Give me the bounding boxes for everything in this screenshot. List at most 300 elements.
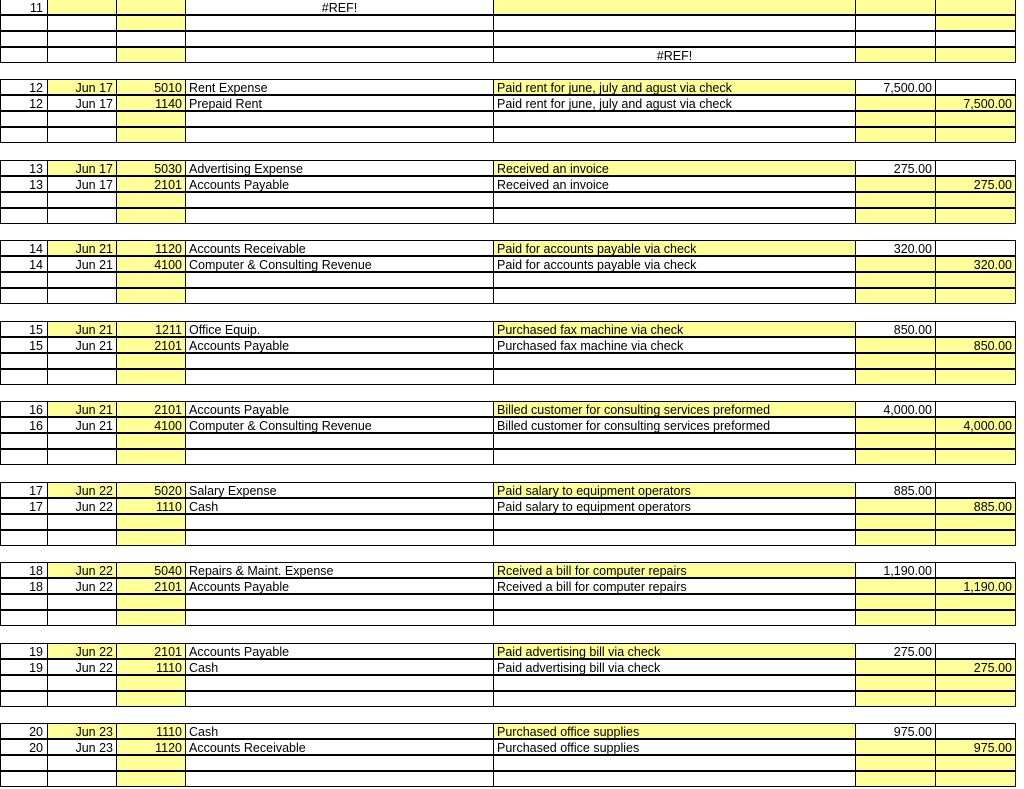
entry-blank-row [0,127,1016,143]
account-number-cell[interactable]: 1110 [116,498,186,514]
debit-cell[interactable] [855,176,936,192]
blank-cell[interactable] [0,208,48,224]
entry-number[interactable]: 16 [0,417,48,433]
blank-cell[interactable] [493,288,856,304]
entry-credit-row [0,95,1016,111]
top-cell[interactable] [116,31,186,47]
description-cell[interactable]: Paid for accounts payable via check [493,240,856,256]
blank-cell[interactable] [493,192,856,208]
blank-cell[interactable] [855,353,936,369]
account-number-cell[interactable]: 1211 [116,321,186,337]
debit-cell[interactable]: 1,190.00 [855,562,936,578]
top-cell[interactable] [855,47,936,63]
blank-cell[interactable] [116,594,186,610]
blank-cell[interactable] [47,208,117,224]
account-name-cell[interactable]: Repairs & Maint. Expense [185,562,494,578]
top-cell[interactable] [185,15,494,31]
credit-cell[interactable] [935,482,1016,498]
blank-cell[interactable] [935,675,1016,691]
blank-cell[interactable] [0,288,48,304]
credit-cell[interactable] [935,321,1016,337]
blank-cell[interactable] [493,111,856,127]
date-cell[interactable]: Jun 17 [47,160,117,176]
blank-cell[interactable] [47,433,117,449]
entry-blank-row [0,433,1016,449]
blank-cell[interactable] [935,771,1016,787]
blank-cell[interactable] [185,369,494,385]
entry-credit-row [0,417,1016,433]
account-name-cell[interactable]: Accounts Payable [185,401,494,417]
account-number-cell[interactable]: 1110 [116,723,186,739]
blank-cell[interactable] [0,192,48,208]
entry-blank-row [0,771,1016,787]
top-cell[interactable] [493,15,856,31]
date-cell[interactable]: Jun 21 [47,401,117,417]
entry-credit-row [0,578,1016,594]
blank-cell[interactable] [185,272,494,288]
debit-cell[interactable] [855,578,936,594]
blank-cell[interactable] [493,594,856,610]
blank-cell[interactable] [935,369,1016,385]
blank-cell[interactable] [0,369,48,385]
blank-cell[interactable] [493,433,856,449]
top-cell[interactable] [0,47,48,63]
entry-blank-row [0,369,1016,385]
credit-cell[interactable]: 885.00 [935,498,1016,514]
date-cell[interactable]: Jun 21 [47,417,117,433]
top-cell[interactable] [935,15,1016,31]
date-cell[interactable]: Jun 22 [47,498,117,514]
blank-cell[interactable] [116,771,186,787]
debit-cell[interactable] [855,417,936,433]
account-name-cell[interactable]: Prepaid Rent [185,95,494,111]
top-cell[interactable] [935,47,1016,63]
blank-cell[interactable] [493,369,856,385]
blank-cell[interactable] [185,594,494,610]
account-number-cell[interactable]: 5030 [116,160,186,176]
ref-error-cell[interactable]: #REF! [185,0,494,15]
blank-cell[interactable] [47,675,117,691]
date-cell[interactable]: Jun 17 [47,79,117,95]
blank-cell[interactable] [855,771,936,787]
blank-cell[interactable] [47,755,117,771]
description-cell[interactable]: Paid salary to equipment operators [493,482,856,498]
credit-cell[interactable]: 320.00 [935,256,1016,272]
debit-cell[interactable]: 275.00 [855,643,936,659]
debit-cell[interactable] [855,498,936,514]
blank-cell[interactable] [855,594,936,610]
credit-cell[interactable] [935,401,1016,417]
blank-cell[interactable] [493,208,856,224]
blank-cell[interactable] [47,288,117,304]
blank-cell[interactable] [47,771,117,787]
credit-cell[interactable] [935,240,1016,256]
blank-cell[interactable] [116,127,186,143]
blank-cell[interactable] [47,610,117,626]
date-cell[interactable]: Jun 17 [47,95,117,111]
account-number-cell[interactable]: 5010 [116,79,186,95]
blank-cell[interactable] [0,594,48,610]
top-cell[interactable] [935,0,1016,15]
account-number-cell[interactable]: 2101 [116,401,186,417]
blank-cell[interactable] [116,353,186,369]
entry-number[interactable]: 15 [0,337,48,353]
credit-cell[interactable]: 1,190.00 [935,578,1016,594]
debit-cell[interactable] [855,659,936,675]
description-cell[interactable]: Purchased office supplies [493,723,856,739]
blank-cell[interactable] [855,127,936,143]
blank-cell[interactable] [47,594,117,610]
blank-cell[interactable] [116,530,186,546]
entry-blank-row [0,675,1016,691]
blank-cell[interactable] [185,755,494,771]
description-cell[interactable]: Billed customer for consulting services preformed [493,401,856,417]
debit-cell[interactable] [855,337,936,353]
top-cell[interactable] [116,0,186,15]
blank-cell[interactable] [855,433,936,449]
entry-number[interactable]: 18 [0,578,48,594]
blank-cell[interactable] [855,514,936,530]
blank-cell[interactable] [116,675,186,691]
top-cell[interactable] [493,31,856,47]
blank-cell[interactable] [47,127,117,143]
account-name-cell[interactable]: Cash [185,498,494,514]
top-cell[interactable] [855,31,936,47]
entry-number[interactable]: 13 [0,160,48,176]
entry-number[interactable]: 18 [0,562,48,578]
account-name-cell[interactable]: Accounts Receivable [185,739,494,755]
entry-debit-row [0,240,1016,256]
entry-blank-row [0,755,1016,771]
blank-cell[interactable] [116,288,186,304]
description-cell[interactable]: Rceived a bill for computer repairs [493,578,856,594]
blank-cell[interactable] [0,691,48,707]
blank-cell[interactable] [935,514,1016,530]
credit-cell[interactable] [935,643,1016,659]
top-cell[interactable] [185,31,494,47]
blank-cell[interactable] [0,449,48,465]
blank-cell[interactable] [185,111,494,127]
blank-cell[interactable] [493,514,856,530]
account-name-cell[interactable]: Computer & Consulting Revenue [185,256,494,272]
blank-cell[interactable] [185,208,494,224]
entry-blank-row [0,530,1016,546]
blank-cell[interactable] [855,691,936,707]
account-name-cell[interactable]: Accounts Payable [185,578,494,594]
blank-cell[interactable] [47,111,117,127]
blank-cell[interactable] [935,127,1016,143]
blank-cell[interactable] [185,771,494,787]
description-cell[interactable]: Paid rent for june, july and agust via check [493,95,856,111]
blank-cell[interactable] [855,272,936,288]
blank-cell[interactable] [855,288,936,304]
debit-cell[interactable] [855,739,936,755]
blank-cell[interactable] [185,610,494,626]
entry-credit-row [0,739,1016,755]
entry-debit-row [0,482,1016,498]
description-cell[interactable]: Billed customer for consulting services preformed [493,417,856,433]
debit-cell[interactable]: 4,000.00 [855,401,936,417]
blank-cell[interactable] [493,127,856,143]
blank-cell[interactable] [935,353,1016,369]
credit-cell[interactable]: 275.00 [935,659,1016,675]
account-number-cell[interactable]: 5020 [116,482,186,498]
blank-cell[interactable] [185,433,494,449]
blank-cell[interactable] [0,755,48,771]
blank-cell[interactable] [935,433,1016,449]
date-cell[interactable]: Jun 17 [47,176,117,192]
top-cell[interactable] [0,31,48,47]
blank-cell[interactable] [185,288,494,304]
entry-number[interactable]: 20 [0,739,48,755]
blank-cell[interactable] [493,755,856,771]
description-cell[interactable]: Paid for accounts payable via check [493,256,856,272]
entry-blank-row [0,288,1016,304]
blank-cell[interactable] [855,111,936,127]
blank-cell[interactable] [935,288,1016,304]
blank-cell[interactable] [935,208,1016,224]
blank-cell[interactable] [935,610,1016,626]
description-cell[interactable]: Paid advertising bill via check [493,643,856,659]
account-name-cell[interactable]: Accounts Payable [185,337,494,353]
entry-number[interactable]: 16 [0,401,48,417]
blank-cell[interactable] [116,755,186,771]
blank-cell[interactable] [185,691,494,707]
entry-number[interactable]: 15 [0,321,48,337]
date-cell[interactable]: Jun 23 [47,723,117,739]
top-cell[interactable] [0,15,48,31]
debit-cell[interactable]: 975.00 [855,723,936,739]
blank-cell[interactable] [855,208,936,224]
entry-number[interactable]: 12 [0,79,48,95]
account-name-cell[interactable]: Cash [185,723,494,739]
blank-cell[interactable] [0,514,48,530]
date-cell[interactable]: Jun 22 [47,659,117,675]
blank-cell[interactable] [0,272,48,288]
blank-cell[interactable] [855,530,936,546]
blank-cell[interactable] [855,192,936,208]
top-cell[interactable] [47,0,117,15]
ref-error-cell[interactable]: #REF! [493,47,856,63]
blank-cell[interactable] [47,192,117,208]
account-number-cell[interactable]: 2101 [116,337,186,353]
date-cell[interactable]: Jun 23 [47,739,117,755]
blank-cell[interactable] [935,691,1016,707]
account-number-cell[interactable]: 2101 [116,643,186,659]
blank-cell[interactable] [855,675,936,691]
credit-cell[interactable] [935,723,1016,739]
blank-cell[interactable] [116,449,186,465]
top-cell[interactable] [855,15,936,31]
credit-cell[interactable] [935,79,1016,95]
blank-cell[interactable] [855,610,936,626]
date-cell[interactable]: Jun 22 [47,482,117,498]
description-cell[interactable]: Paid salary to equipment operators [493,498,856,514]
debit-cell[interactable] [855,95,936,111]
account-number-cell[interactable]: 2101 [116,578,186,594]
entry-number[interactable]: 13 [0,176,48,192]
debit-cell[interactable] [855,256,936,272]
blank-cell[interactable] [0,771,48,787]
account-name-cell[interactable]: Salary Expense [185,482,494,498]
blank-cell[interactable] [116,514,186,530]
top-row-3 [0,47,1016,63]
blank-cell[interactable] [0,127,48,143]
date-cell[interactable]: Jun 22 [47,643,117,659]
account-number-cell[interactable]: 4100 [116,417,186,433]
account-number-cell[interactable]: 4100 [116,256,186,272]
blank-cell[interactable] [185,353,494,369]
blank-cell[interactable] [935,449,1016,465]
account-number-cell[interactable]: 5040 [116,562,186,578]
blank-cell[interactable] [855,755,936,771]
credit-cell[interactable]: 7,500.00 [935,95,1016,111]
blank-cell[interactable] [0,353,48,369]
blank-cell[interactable] [935,530,1016,546]
entry-blank-row [0,192,1016,208]
blank-cell[interactable] [116,192,186,208]
blank-cell[interactable] [935,192,1016,208]
blank-cell[interactable] [116,208,186,224]
date-cell[interactable]: Jun 22 [47,562,117,578]
description-cell[interactable]: Paid advertising bill via check [493,659,856,675]
top-cell[interactable] [47,31,117,47]
debit-cell[interactable]: 7,500.00 [855,79,936,95]
account-name-cell[interactable]: Accounts Payable [185,176,494,192]
entry-blank-row [0,610,1016,626]
date-cell[interactable]: Jun 21 [47,337,117,353]
credit-cell[interactable]: 975.00 [935,739,1016,755]
blank-cell[interactable] [185,449,494,465]
entry-number[interactable]: 14 [0,256,48,272]
blank-cell[interactable] [116,111,186,127]
account-number-cell[interactable]: 1110 [116,659,186,675]
credit-cell[interactable]: 275.00 [935,176,1016,192]
account-number-cell[interactable]: 2101 [116,176,186,192]
date-cell[interactable]: Jun 21 [47,321,117,337]
blank-cell[interactable] [185,514,494,530]
debit-cell[interactable]: 275.00 [855,160,936,176]
blank-cell[interactable] [493,771,856,787]
description-cell[interactable]: Paid rent for june, july and agust via check [493,79,856,95]
entry-number[interactable]: 11 [0,0,48,15]
top-cell[interactable] [855,0,936,15]
date-cell[interactable]: Jun 21 [47,240,117,256]
date-cell[interactable]: Jun 21 [47,256,117,272]
blank-cell[interactable] [935,272,1016,288]
entry-debit-row [0,401,1016,417]
description-cell[interactable]: Purchased fax machine via check [493,337,856,353]
blank-cell[interactable] [47,691,117,707]
blank-cell[interactable] [855,369,936,385]
account-name-cell[interactable]: Accounts Receivable [185,240,494,256]
account-name-cell[interactable]: Rent Expense [185,79,494,95]
blank-cell[interactable] [116,272,186,288]
account-number-cell[interactable]: 1120 [116,240,186,256]
blank-cell[interactable] [47,272,117,288]
top-cell[interactable] [116,15,186,31]
date-cell[interactable]: Jun 22 [47,578,117,594]
blank-cell[interactable] [493,353,856,369]
entry-credit-row [0,498,1016,514]
blank-cell[interactable] [185,675,494,691]
credit-cell[interactable] [935,160,1016,176]
account-name-cell[interactable]: Computer & Consulting Revenue [185,417,494,433]
account-name-cell[interactable]: Office Equip. [185,321,494,337]
blank-cell[interactable] [0,111,48,127]
blank-cell[interactable] [493,610,856,626]
credit-cell[interactable]: 4,000.00 [935,417,1016,433]
entry-number[interactable]: 19 [0,659,48,675]
description-cell[interactable]: Rceived a bill for computer repairs [493,562,856,578]
entry-number[interactable]: 12 [0,95,48,111]
blank-cell[interactable] [116,433,186,449]
blank-cell[interactable] [0,675,48,691]
blank-cell[interactable] [493,272,856,288]
blank-cell[interactable] [0,610,48,626]
blank-cell[interactable] [116,610,186,626]
top-cell[interactable] [116,47,186,63]
blank-cell[interactable] [116,691,186,707]
debit-cell[interactable]: 885.00 [855,482,936,498]
blank-cell[interactable] [0,530,48,546]
blank-cell[interactable] [493,530,856,546]
account-name-cell[interactable]: Advertising Expense [185,160,494,176]
account-name-cell[interactable]: Cash [185,659,494,675]
credit-cell[interactable] [935,562,1016,578]
top-cell[interactable] [47,47,117,63]
blank-cell[interactable] [935,594,1016,610]
entry-number[interactable]: 17 [0,482,48,498]
description-cell[interactable]: Received an invoice [493,176,856,192]
top-cell[interactable] [185,47,494,63]
top-cell[interactable] [935,31,1016,47]
blank-cell[interactable] [855,449,936,465]
blank-cell[interactable] [47,449,117,465]
description-cell[interactable]: Purchased fax machine via check [493,321,856,337]
blank-cell[interactable] [185,530,494,546]
top-cell[interactable] [493,0,856,15]
blank-cell[interactable] [47,353,117,369]
description-cell[interactable]: Received an invoice [493,160,856,176]
entry-number[interactable]: 17 [0,498,48,514]
account-number-cell[interactable]: 1120 [116,739,186,755]
account-number-cell[interactable]: 1140 [116,95,186,111]
blank-cell[interactable] [47,514,117,530]
entry-number[interactable]: 14 [0,240,48,256]
blank-cell[interactable] [185,127,494,143]
blank-cell[interactable] [493,449,856,465]
entry-number[interactable]: 19 [0,643,48,659]
credit-cell[interactable]: 850.00 [935,337,1016,353]
blank-cell[interactable] [493,675,856,691]
debit-cell[interactable]: 850.00 [855,321,936,337]
top-cell[interactable] [47,15,117,31]
blank-cell[interactable] [47,369,117,385]
entry-number[interactable]: 20 [0,723,48,739]
description-cell[interactable]: Purchased office supplies [493,739,856,755]
blank-cell[interactable] [493,691,856,707]
blank-cell[interactable] [185,192,494,208]
entry-credit-row [0,337,1016,353]
blank-cell[interactable] [935,755,1016,771]
blank-cell[interactable] [0,433,48,449]
account-name-cell[interactable]: Accounts Payable [185,643,494,659]
blank-cell[interactable] [116,369,186,385]
blank-cell[interactable] [935,111,1016,127]
blank-cell[interactable] [47,530,117,546]
debit-cell[interactable]: 320.00 [855,240,936,256]
